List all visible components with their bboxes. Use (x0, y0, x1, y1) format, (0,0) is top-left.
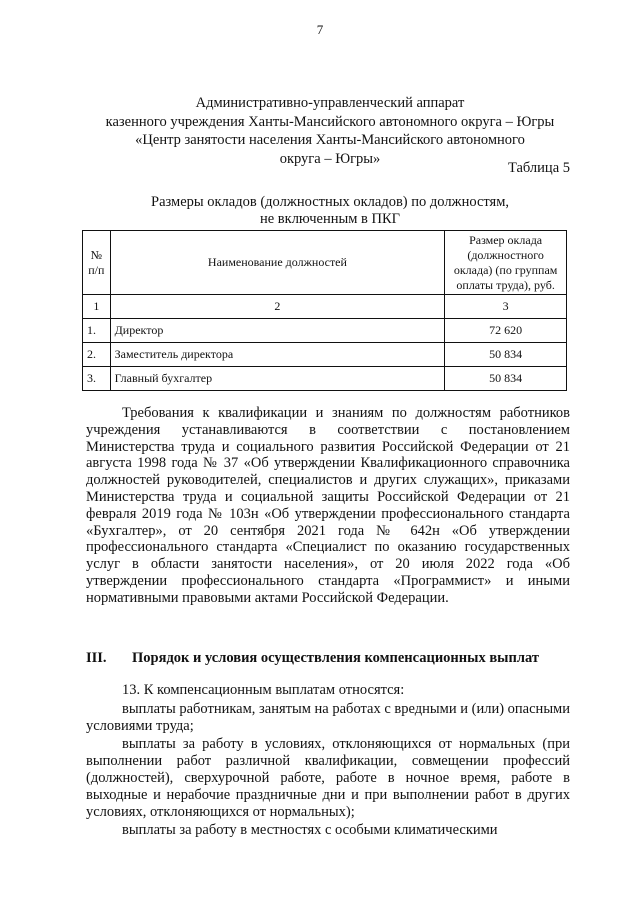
row-salary: 50 834 (445, 343, 567, 367)
row-salary: 72 620 (445, 319, 567, 343)
table-header-row (83, 231, 567, 295)
org-header-line: округа – Югры» (279, 150, 381, 167)
table-label: Таблица 5 (507, 160, 570, 176)
organization-header (60, 94, 600, 168)
table-row (83, 319, 567, 343)
clause-item: выплаты за работу в условиях, отклоняющихся от нормальных (при выполнении работ различной квалификации, совмещении профессий (должностей), сверхурочной работе, работе в ночное время, работе в выходные и нерабочие праздничные дни и при выполнении работ в других условиях, отклоняющихся от нормальных); (86, 736, 570, 820)
row-salary: 50 834 (445, 367, 567, 391)
row-number: 3. (83, 367, 111, 391)
header-salary: Размер оклада (должностного оклада) (по группам оплаты труда), руб. (445, 231, 567, 295)
section-number: III. (86, 650, 107, 666)
column-number: 2 (110, 295, 445, 319)
section-heading (86, 650, 570, 667)
section-title: Порядок и условия осуществления компенсационных выплат (132, 650, 539, 666)
column-number-row (83, 295, 567, 319)
org-header-line: казенного учреждения Ханты-Мансийского автономного округа – Югры (105, 113, 555, 130)
row-position: Главный бухгалтер (110, 367, 445, 391)
caption-line: не включенным в ПКГ (259, 211, 400, 227)
requirements-section (86, 405, 570, 607)
salary-table (82, 230, 567, 391)
column-number: 1 (83, 295, 111, 319)
requirements-paragraph: Требования к квалификации и знаниям по должностям работников учреждения устанавливаются в соответствии с постановлением Министерства труда и социального развития Российской Федерации от 21 августа 1998 года № 37 «Об утверждении Квалификационного справочника должностей руководителей, специалистов и других служащих», приказами Министерства труда и социальной защиты Российской Федерации от 21 февраля 2019 года № 103н «Об утверждении профессионального стандарта «Бухгалтер», от 20 сентября 2021 года № 642н «Об утверждении профессионального стандарта «Специалист по оказанию государственных услуг в области занятости населения», от 20 июля 2022 года «Об утверждении профессионального стандарта «Программист» и иными нормативными правовыми актами Российской Федерации. (86, 405, 570, 606)
row-position: Заместитель директора (110, 343, 445, 367)
table-caption (60, 194, 600, 228)
row-number: 1. (83, 319, 111, 343)
org-header-line: Административно-управленческий аппарат (195, 95, 465, 111)
clause-item: выплаты за работу в местностях с особыми климатическими (122, 822, 498, 839)
compensation-clause (86, 682, 570, 839)
header-number: № п/п (83, 231, 111, 295)
org-header-line: «Центр занятости населения Ханты-Мансийского автономного (135, 132, 525, 148)
table-row (83, 343, 567, 367)
row-number: 2. (83, 343, 111, 367)
clause-intro: 13. К компенсационным выплатам относятся: (122, 682, 405, 698)
clause-item: выплаты работникам, занятым на работах с вредными и (или) опасными условиями труда; (86, 700, 570, 734)
header-position: Наименование должностей (110, 231, 445, 295)
caption-line: Размеры окладов (должностных окладов) по должностям, (151, 194, 509, 210)
table-row (83, 367, 567, 391)
page-number: 7 (316, 22, 324, 37)
row-position: Директор (110, 319, 445, 343)
column-number: 3 (445, 295, 567, 319)
